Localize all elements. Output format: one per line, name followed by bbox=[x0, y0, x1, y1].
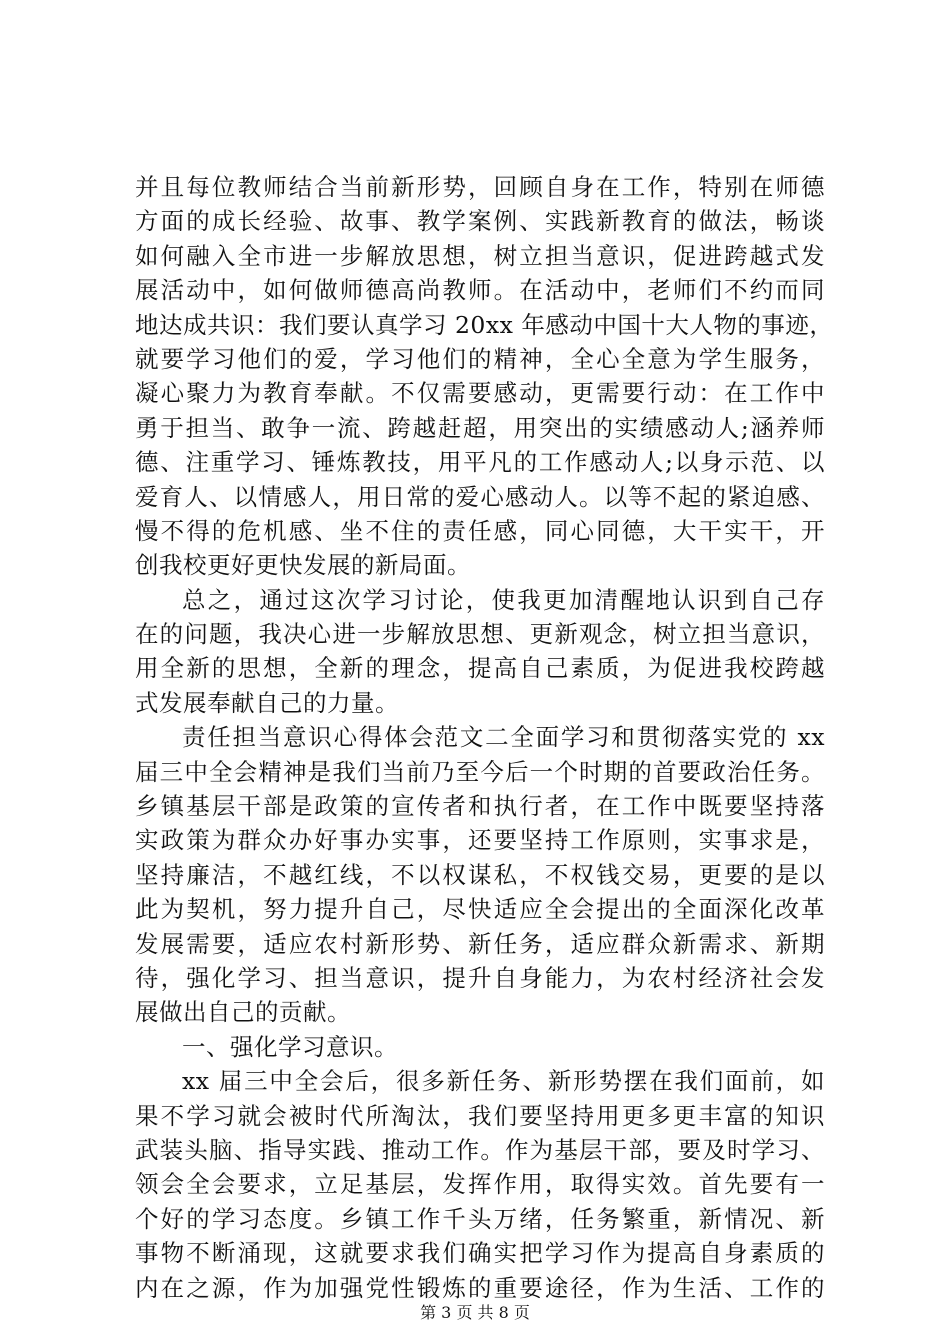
text-line: 德、注重学习、锤炼教技，用平凡的工作感动人;以身示范、以 bbox=[135, 448, 825, 477]
text-line: 用全新的思想，全新的理念，提高自己素质，为促进我校跨越 bbox=[135, 654, 825, 683]
text-line: 发展需要，适应农村新形势、新任务，适应群众新需求、新期 bbox=[135, 929, 825, 958]
text-line: 如何融入全市进一步解放思想，树立担当意识，促进跨越式发 bbox=[135, 241, 825, 270]
text-line: 待，强化学习、担当意识，提升自身能力，为农村经济社会发 bbox=[135, 963, 825, 992]
text-line: 果不学习就会被时代所淘汰，我们要坚持用更多更丰富的知识 bbox=[135, 1101, 825, 1130]
text-line: 责任担当意识心得体会范文二全面学习和贯彻落实党的 xx bbox=[182, 723, 825, 752]
text-line: 方面的成长经验、故事、教学案例、实践新教育的做法，畅谈 bbox=[135, 207, 825, 236]
text-line: 创我校更好更快发展的新局面。 bbox=[135, 551, 471, 580]
text-line: 实政策为群众办好事办实事，还要坚持工作原则，实事求是， bbox=[135, 826, 825, 855]
text-line: 并且每位教师结合当前新形势，回顾自身在工作，特别在师德 bbox=[135, 173, 825, 201]
text-line: 凝心聚力为教育奉献。不仅需要感动，更需要行动：在工作中 bbox=[135, 379, 825, 408]
text-line: 在的问题，我决心进一步解放思想、更新观念，树立担当意识， bbox=[135, 620, 825, 649]
text-line: xx 届三中全会后，很多新任务、新形势摆在我们面前，如 bbox=[182, 1067, 825, 1096]
text-line: 爱育人、以情感人，用日常的爱心感动人。以等不起的紧迫感、 bbox=[135, 482, 825, 511]
text-line: 领会全会要求，立足基层，发挥作用，取得实效。首先要有一 bbox=[135, 1170, 825, 1199]
text-line: 坚持廉洁，不越红线，不以权谋私，不权钱交易，更要的是以 bbox=[135, 860, 825, 889]
text-line: 此为契机，努力提升自己，尽快适应全会提出的全面深化改革 bbox=[135, 895, 825, 924]
text-line: 就要学习他们的爱，学习他们的精神，全心全意为学生服务， bbox=[135, 344, 825, 373]
text-line: 个好的学习态度。乡镇工作千头万绪，任务繁重，新情况、新 bbox=[135, 1204, 825, 1233]
text-line: 慢不得的危机感、坐不住的责任感，同心同德，大干实干，开 bbox=[135, 516, 825, 545]
text-line: 内在之源，作为加强党性锻炼的重要途径，作为生活、工作的 bbox=[135, 1273, 825, 1302]
text-line: 届三中全会精神是我们当前乃至今后一个时期的首要政治任务。 bbox=[135, 757, 825, 786]
text-line: 展做出自己的贡献。 bbox=[135, 998, 351, 1027]
text-line: 地达成共识：我们要认真学习 20xx 年感动中国十大人物的事迹， bbox=[135, 310, 834, 339]
body-text bbox=[135, 170, 834, 1305]
text-line: 武装头脑、指导实践、推动工作。作为基层干部，要及时学习、 bbox=[135, 1135, 825, 1164]
text-line: 勇于担当、敢争一流、跨越赶超，用突出的实绩感动人;涵养师 bbox=[135, 413, 825, 442]
text-line: 一、强化学习意识。 bbox=[182, 1032, 398, 1061]
text-line: 总之，通过这次学习讨论，使我更加清醒地认识到自己存 bbox=[182, 585, 825, 614]
text-line: 事物不断涌现，这就要求我们确实把学习作为提高自身素质的 bbox=[135, 1239, 825, 1268]
text-line: 展活动中，如何做师德高尚教师。在活动中，老师们不约而同 bbox=[135, 276, 825, 305]
text-line: 乡镇基层干部是政策的宣传者和执行者，在工作中既要坚持落 bbox=[135, 792, 825, 821]
page-footer: 第 3 页 共 8 页 bbox=[420, 1303, 530, 1322]
text-line: 式发展奉献自己的力量。 bbox=[135, 688, 399, 717]
